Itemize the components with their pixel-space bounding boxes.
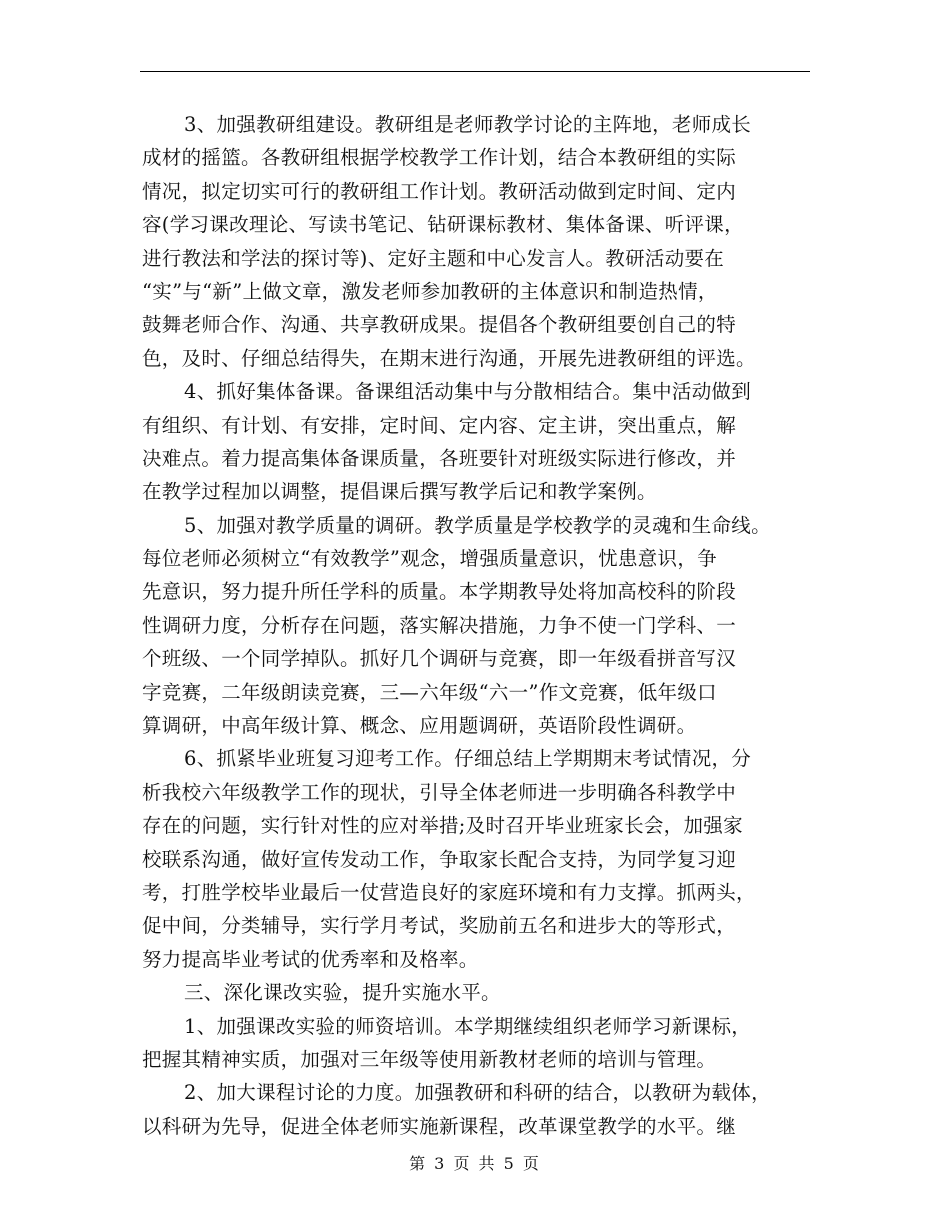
paragraph-6-line: 努力提高毕业考试的优秀率和及格率。 (142, 947, 479, 971)
page-number-footer: 第 3 页 共 5 页 (409, 1154, 541, 1173)
paragraph-2-line: 以科研为先导，促进全体老师实施新课程，改革课堂教学的水平。继 (142, 1114, 737, 1138)
header-rule (140, 71, 810, 72)
paragraph-1-line: 把握其精神实质，加强对三年级等使用新教材老师的培训与管理。 (142, 1047, 717, 1071)
paragraph-2-line: 2、加大课程讨论的力度。加强教研和科研的结合，以教研为载体， (184, 1081, 771, 1105)
paragraph-3-line: 容(学习课改理论、写读书笔记、钻研课标教材、集体备课、听评课， (142, 213, 744, 237)
paragraph-5-line: 先意识，努力提升所任学科的质量。本学期教导处将加高校科的阶段 (142, 580, 737, 604)
paragraph-6-line: 考，打胜学校毕业最后一仗营造良好的家庭环境和有力支撑。抓两头， (142, 880, 756, 904)
paragraph-3-line: 色，及时、仔细总结得失，在期末进行沟通，开展先进教研组的评选。 (142, 346, 756, 370)
paragraph-4-line: 4、抓好集体备课。备课组活动集中与分散相结合。集中活动做到 (184, 380, 752, 404)
paragraph-3-line: 成材的摇篮。各教研组根据学校教学工作计划，结合本教研组的实际 (142, 146, 737, 170)
paragraph-5-line: 字竞赛，二年级朗读竞赛，三—六年级“六一”作文竞赛，低年级口 (142, 680, 717, 704)
paragraph-4-line: 决难点。着力提高集体备课质量，各班要针对班级实际进行修改，并 (142, 446, 737, 470)
paragraph-4-line: 有组织、有计划、有安排，定时间、定内容、定主讲，突出重点，解 (142, 413, 737, 437)
paragraph-6-line: 6、抓紧毕业班复习迎考工作。仔细总结上学期期末考试情况，分 (184, 747, 752, 771)
paragraph-5-line: 5、加强对教学质量的调研。教学质量是学校教学的灵魂和生命线。 (184, 513, 771, 537)
paragraph-6-line: 析我校六年级教学工作的现状，引导全体老师进一步明确各科教学中 (142, 780, 737, 804)
paragraph-6-line: 校联系沟通，做好宣传发动工作，争取家长配合支持，为同学复习迎 (142, 847, 737, 871)
paragraph-6-line: 促中间，分类辅导，实行学月考试，奖励前五名和进步大的等形式， (142, 914, 737, 938)
paragraph-5-line: 每位老师必须树立“有效教学”观念，增强质量意识，忧患意识，争 (142, 547, 717, 571)
paragraph-6-line: 存在的问题，实行针对性的应对举措;及时召开毕业班家长会，加强家 (142, 814, 743, 838)
paragraph-3-line: 3、加强教研组建设。教研组是老师教学讨论的主阵地，老师成长 (184, 113, 752, 136)
section-heading: 三、深化课改实验，提升实施水平。 (184, 981, 501, 1005)
paragraph-3-line: 鼓舞老师合作、沟通、共享教研成果。提倡各个教研组要创自己的特 (142, 313, 737, 337)
paragraph-5-line: 个班级、一个同学掉队。抓好几个调研与竞赛，即一年级看拼音写汉 (142, 647, 737, 671)
document-body (142, 108, 832, 1143)
paragraph-5-line: 算调研，中高年级计算、概念、应用题调研，英语阶段性调研。 (142, 714, 697, 738)
paragraph-3-line: 进行教法和学法的探讨等)、定好主题和中心发言人。教研活动要在 (142, 246, 725, 270)
paragraph-3-line: 情况，拟定切实可行的教研组工作计划。教研活动做到定时间、定内 (142, 179, 737, 203)
paragraph-1-line: 1、加强课改实验的师资培训。本学期继续组织老师学习新课标， (184, 1014, 752, 1038)
paragraph-4-line: 在教学过程加以调整，提倡课后撰写教学后记和教学案例。 (142, 480, 657, 504)
paragraph-5-line: 性调研力度，分析存在问题，落实解决措施，力争不使一门学科、一 (142, 613, 737, 637)
paragraph-3-line: “实”与“新”上做文章，激发老师参加教研的主体意识和制造热情， (142, 279, 718, 303)
